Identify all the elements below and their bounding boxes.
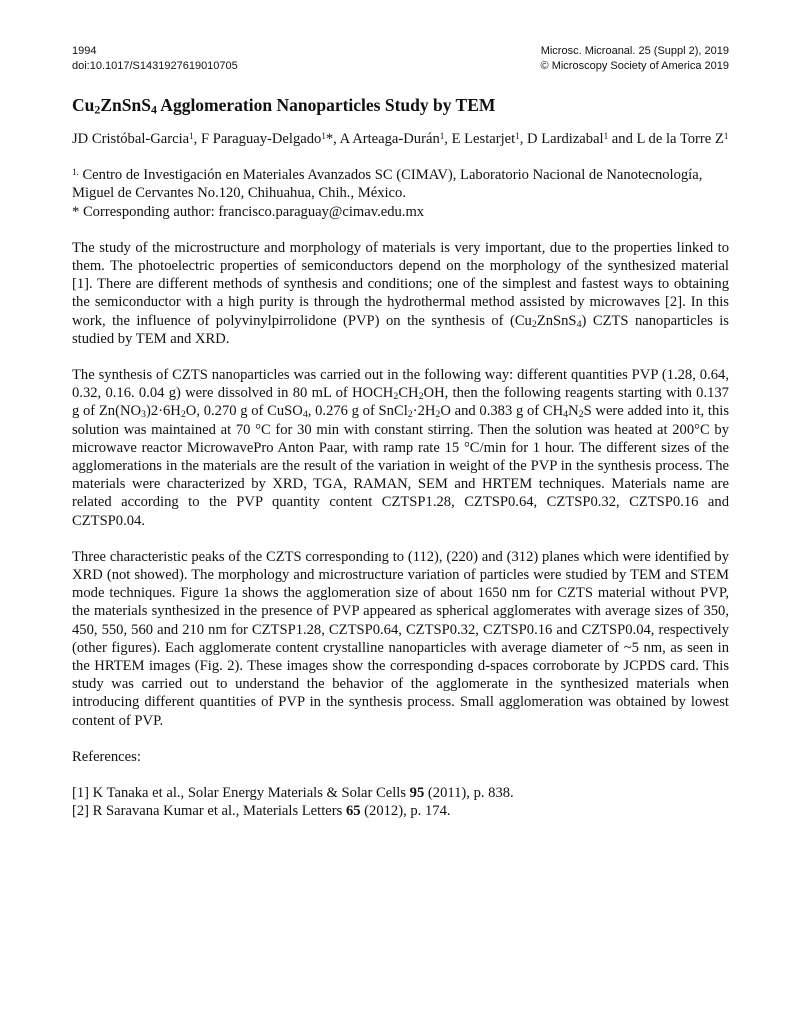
page-number: 1994 (72, 45, 97, 57)
text-run: O and 0.383 g of CH (440, 403, 564, 420)
references-heading: References: (72, 748, 141, 765)
subscript: 4 (302, 409, 308, 421)
superscript: 1. (72, 167, 79, 178)
text-run: Three characteristic peaks of the CZTS corresponding to (112), (220) and (312) planes which were identified by XRD (not showed). The morphology and microstructure variation of particles were studied by TEM and STEM mode techniques. Figure 1a shows the agglomeration size of about 1650 nm for CZTS material without PVP, the materials synthesized in the presence of PVP appeared as spherical agglomerates with average sizes of 350, 450, 550, 560 and 210 nm for CZTSP1.28, CZTSP0.64, CZTSP0.32, CZTSP0.16 and CZTSP0.04, respectively (other figures). Each agglomerate content crystalline nanoparticles with average diameter of ~5 nm, as seen in the HRTEM images (Fig. 2). These images show the corresponding d-spaces corroborate by JCPDS card. This study was carried out to understand the behavior of the agglomerate in the synthesized materials when introducing different quantities of PVP in the synthesis process. Small agglomeration was obtained by lowest content of PVP. (72, 548, 729, 729)
subscript: 2 (531, 318, 537, 330)
text-run: OH, then the following reagents starting with 0.137 g of Zn(NO (72, 385, 729, 420)
bold-text: 95 (409, 785, 425, 802)
text-run: , F Paraguay-Delgado (193, 131, 322, 147)
reference-item (72, 784, 729, 802)
text-run: , D Lardizabal (519, 131, 604, 147)
text-run: Cu (72, 95, 95, 115)
text-run: ·2H (412, 403, 436, 420)
paragraph-introduction (72, 239, 729, 348)
superscript: 1 (723, 130, 729, 141)
affiliation (72, 166, 729, 202)
subscript: 2 (435, 409, 441, 421)
text-run: and L de la Torre Z (608, 131, 724, 147)
corresponding-author: * Corresponding author: francisco.paraguay@cimav.edu.mx (72, 203, 425, 220)
superscript: 1 (439, 130, 445, 141)
subscript: 2 (578, 409, 584, 421)
text-run: The study of the microstructure and morphology of materials is very important, due to the properties linked to them. The photoelectric properties of semiconductors depend on the morphology of the synthesized material [1]. There are different methods of synthesis and conditions; one of the simplest and fastest ways to obtaining the semiconductor with a high purity is through the hydrothermal method assisted by microwaves [2]. In this work, the influence of polyvinylpirrolidone (PVP) on the synthesis of (Cu (72, 239, 729, 329)
article-body (72, 94, 729, 821)
references-list (72, 784, 729, 820)
text-run: N (568, 403, 579, 420)
subscript: 4 (576, 318, 582, 330)
paragraph-results (72, 548, 729, 730)
subscript: 2 (393, 391, 399, 403)
copyright: © Microscopy Society of America 2019 (540, 60, 729, 72)
text-run: S were added into it, this solution was maintained at 70 °C for 30 min with constant stirring. Then the solution was heated at 200°C by microwave reactor MicrowavePro Anton Paar, with ramp rate 15 °C/min for 1 hour. The different sizes of the agglomerations in the materials are the result of the variation in weight of the PVP in the synthesis process. The materials were characterized by XRD, TGA, RAMAN, SEM and HRTEM techniques. Materials name are related according to the PVP quantity content CZTSP1.28, CZTSP0.64, CZTSP0.32, CZTSP0.16 and CZTSP0.04. (72, 403, 730, 529)
text-run: (2011), p. 838. (424, 785, 514, 802)
text-run: Agglomeration Nanoparticles Study by TEM (156, 95, 496, 115)
text-run: )2·6H (145, 403, 181, 420)
subscript: 2 (180, 409, 186, 421)
doi: doi:10.1017/S1431927619010705 (72, 60, 238, 72)
text-run: JD Cristóbal-Garcia (72, 131, 190, 147)
text-run: O, 0.270 g of CuSO (185, 403, 303, 420)
subscript: 3 (141, 409, 146, 421)
text-run: ZnSnS (536, 312, 577, 329)
text-run: *, A Arteaga-Durán (325, 131, 440, 147)
subscript: 2 (94, 102, 101, 117)
text-run: CH (398, 385, 419, 402)
bold-text: 65 (345, 803, 361, 820)
superscript: 1 (189, 130, 194, 141)
subscript: 2 (418, 391, 424, 403)
authors (72, 130, 729, 148)
reference-item (72, 802, 729, 820)
subscript: 4 (150, 102, 157, 117)
text-run: ZnSnS (100, 95, 151, 115)
journal-citation: Microsc. Microanal. 25 (Suppl 2), 2019 (540, 45, 729, 57)
text-run: ) CZTS nanoparticles is studied by TEM and XRD. (72, 312, 729, 347)
text-run: , 0.276 g of SnCl (307, 403, 408, 420)
text-run: [2] R Saravana Kumar et al., Materials Letters (72, 803, 346, 820)
article-title (72, 94, 729, 116)
subscript: 2 (407, 409, 413, 421)
text-run: (2012), p. 174. (360, 803, 451, 820)
paragraph-synthesis (72, 366, 729, 530)
text-run: Centro de Investigación en Materiales Avanzados SC (CIMAV), Laboratorio Nacional de Nanotecnología, Miguel de Cervantes No.120, Chihuahua, Chih., México. (72, 167, 703, 202)
superscript: 1 (321, 130, 326, 141)
text-run: [1] K Tanaka et al., Solar Energy Materials & Solar Cells (72, 785, 410, 802)
text-run: , E Lestarjet (444, 131, 516, 147)
subscript: 4 (563, 409, 569, 421)
superscript: 1 (603, 130, 609, 141)
text-run: The synthesis of CZTS nanoparticles was carried out in the following way: different quantities PVP (1.28, 0.64, 0.32, 0.16. 0.04 g) were dissolved in 80 mL of HOCH (72, 367, 729, 402)
superscript: 1 (515, 130, 520, 141)
